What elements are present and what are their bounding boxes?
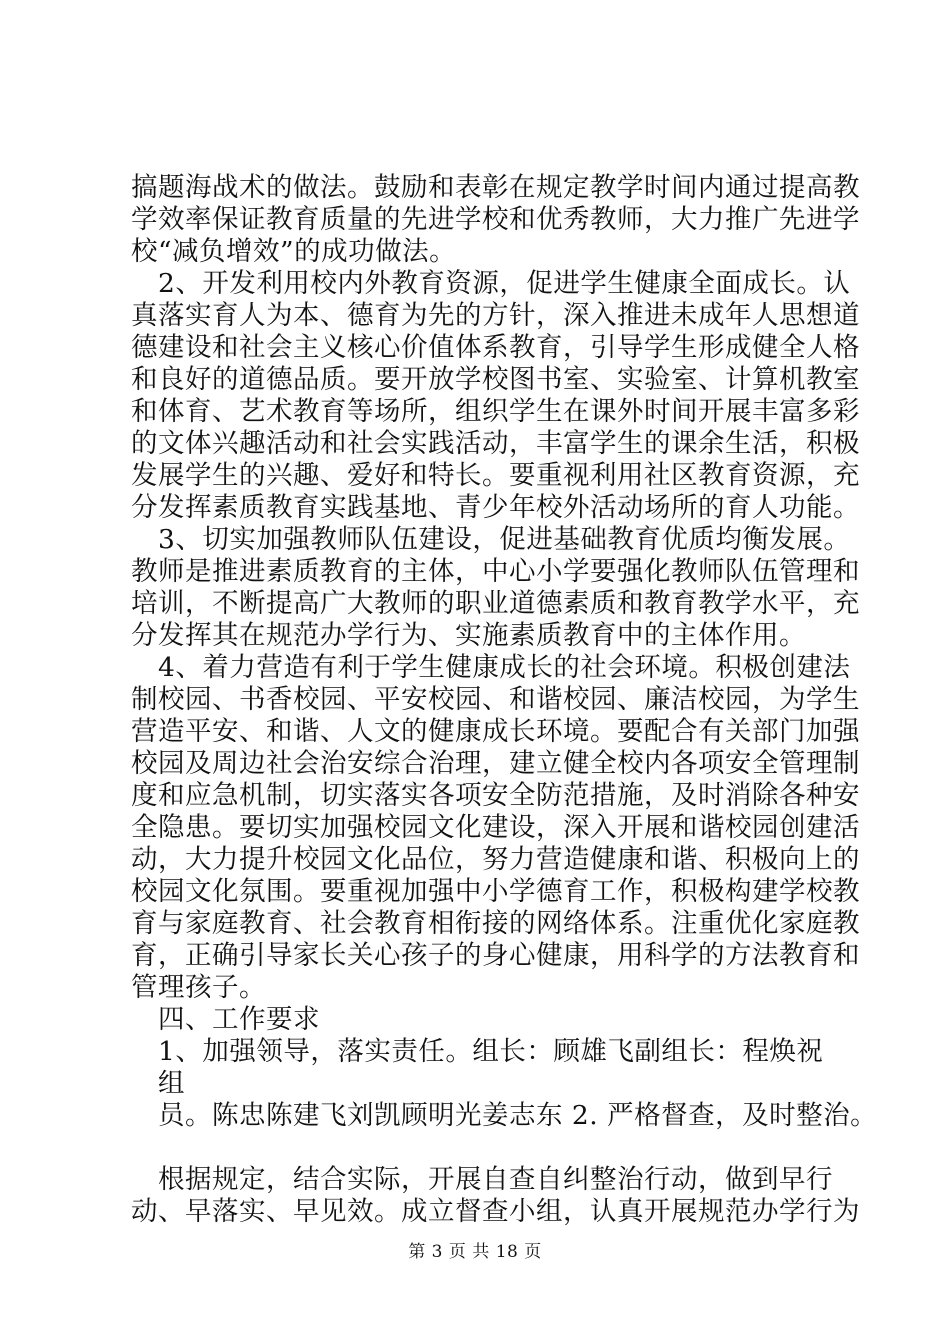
text-line: 2、开发利用校内外教育资源，促进学生健康全面成长。认: [131, 268, 851, 299]
text-line: 德建设和社会主义核心价值体系教育，引导学生形成健全人格: [131, 332, 860, 363]
text-line: 4、着力营造有利于学生健康成长的社会环境。积极创建法: [131, 652, 851, 683]
text-line: 和良好的道德品质。要开放学校图书室、实验室、计算机教室: [131, 364, 860, 395]
text-line: 校园及周边社会治安综合治理，建立健全校内各项安全管理制: [131, 748, 860, 779]
text-line: 制校园、书香校园、平安校园、和谐校园、廉洁校园，为学生: [131, 684, 860, 715]
text-line: 动，大力提升校园文化品位，努力营造健康和谐、积极向上的: [131, 844, 860, 875]
text-line: 管理孩子。: [131, 972, 266, 1003]
text-line: 发展学生的兴趣、爱好和特长。要重视利用社区教育资源，充: [131, 460, 860, 491]
text-line: 动、早落实、早见效。成立督查小组，认真开展规范办学行为: [131, 1196, 860, 1227]
text-line: 度和应急机制，切实落实各项安全防范措施，及时消除各种安: [131, 780, 860, 811]
text-line: 的文体兴趣活动和社会实践活动，丰富学生的课余生活，积极: [131, 428, 860, 459]
text-line: 组: [131, 1068, 185, 1099]
page-number-footer: 第 3 页 共 18 页: [408, 1242, 542, 1262]
text-line: 培训，不断提高广大教师的职业道德素质和教育教学水平，充: [131, 588, 860, 619]
text-line: 校园文化氛围。要重视加强中小学德育工作，积极构建学校教: [131, 876, 860, 907]
text-line: 育，正确引导家长关心孩子的身心健康，用科学的方法教育和: [131, 940, 860, 971]
text-line: 分发挥素质教育实践基地、青少年校外活动场所的育人功能。: [131, 492, 860, 523]
text-line: 学效率保证教育质量的先进学校和优秀教师，大力推广先进学: [131, 204, 860, 235]
text-line: 营造平安、和谐、人文的健康成长环境。要配合有关部门加强: [131, 716, 860, 747]
text-line: 校“减负增效”的成功做法。: [131, 236, 457, 267]
text-line: 3、切实加强教师队伍建设，促进基础教育优质均衡发展。: [131, 524, 851, 555]
text-line: 1、加强领导，落实责任。组长：顾雄飞副组长：程焕祝: [131, 1036, 824, 1067]
text-line: 真落实育人为本、德育为先的方针，深入推进未成年人思想道: [131, 300, 860, 331]
text-line: 教师是推进素质教育的主体，中心小学要强化教师队伍管理和: [131, 556, 860, 587]
text-line: 搞题海战术的做法。鼓励和表彰在规定教学时间内通过提高教: [131, 172, 860, 203]
text-line: 和体育、艺术教育等场所，组织学生在课外时间开展丰富多彩: [131, 396, 860, 427]
text-line: 育与家庭教育、社会教育相衔接的网络体系。注重优化家庭教: [131, 908, 860, 939]
section-heading: 四、工作要求: [131, 1004, 320, 1035]
text-line: 分发挥其在规范办学行为、实施素质教育中的主体作用。: [131, 620, 806, 651]
text-line: 员。陈忠陈建飞刘凯顾明光姜志东 2. 严格督查，及时整治。: [131, 1100, 878, 1131]
text-line: 根据规定，结合实际，开展自查自纠整治行动，做到早行: [131, 1164, 833, 1195]
text-line: 全隐患。要切实加强校园文化建设，深入开展和谐校园创建活: [131, 812, 860, 843]
